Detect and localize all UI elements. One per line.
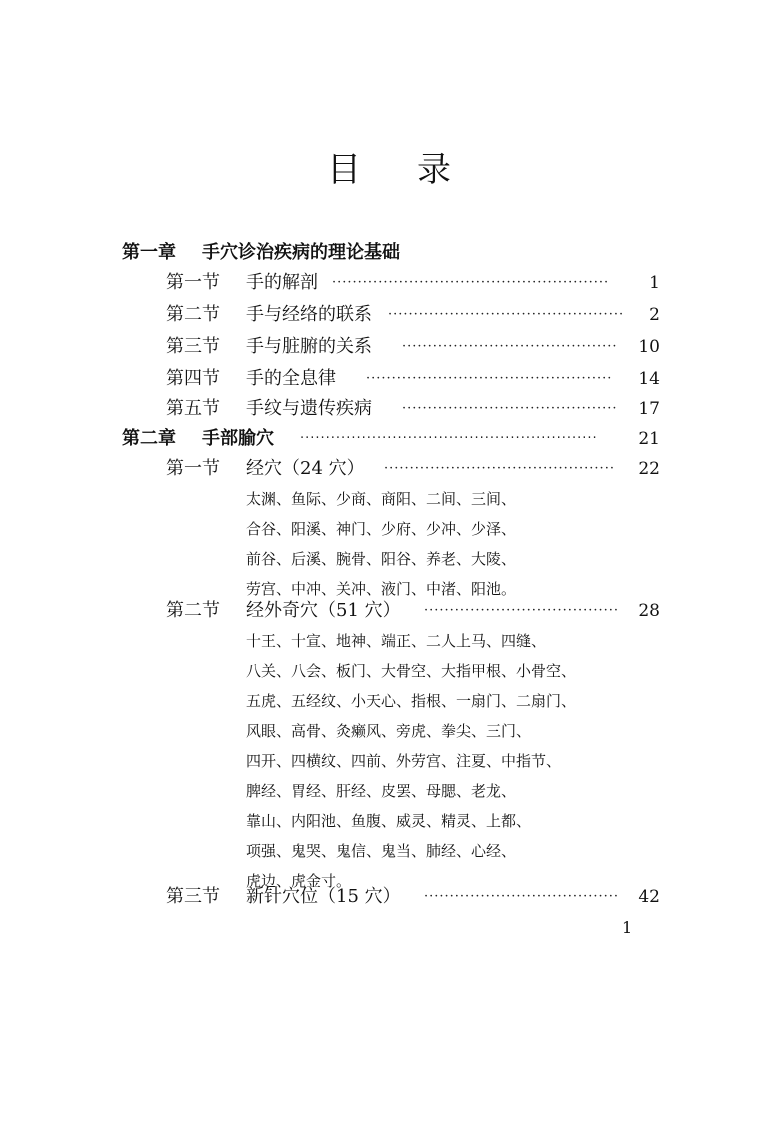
leader-dots: ··········································	[402, 339, 618, 354]
page-number: 1	[649, 273, 660, 293]
list-item: 合谷、阳溪、神门、少府、少冲、少泽、	[246, 520, 517, 538]
toc-section[interactable]: 第三节 新针穴位（15 穴） ······································ 42	[166, 882, 660, 912]
acupoint-list	[246, 626, 666, 896]
list-item: 五虎、五经纹、小天心、指根、一扇门、二扇门、	[246, 692, 577, 710]
section-title: 新针穴位（15 穴）	[246, 886, 401, 907]
section-title: 手的全息律	[246, 368, 336, 389]
toc-chapter-1[interactable]	[122, 238, 660, 268]
toc-section[interactable]: 第三节 手与脏腑的关系 ·········································· 10	[166, 332, 660, 362]
list-item: 项强、鬼哭、鬼信、鬼当、肺经、心经、	[246, 842, 517, 860]
list-item: 太渊、鱼际、少商、商阳、二间、三间、	[246, 490, 517, 508]
leader-dots: ·············································	[384, 461, 615, 476]
leader-dots: ··············································	[388, 307, 625, 322]
section-title: 手与脏腑的关系	[246, 336, 372, 357]
section-title: 手纹与遗传疾病	[246, 398, 372, 419]
toc-section[interactable]: 第五节 手纹与遗传疾病 ·········································· 17	[166, 394, 660, 424]
list-item: 风眼、高骨、灸癞风、旁虎、拳尖、三门、	[246, 722, 532, 740]
list-item: 四开、四横纹、四前、外劳宫、注夏、中指节、	[246, 752, 562, 770]
page-title: 目 录	[327, 150, 451, 190]
list-item: 前谷、后溪、腕骨、阳谷、养老、大陵、	[246, 550, 517, 568]
leader-dots: ······································	[424, 603, 620, 618]
leader-dots: ······································	[424, 889, 620, 904]
toc-section[interactable]: 第四节 手的全息律 ················································ 14	[166, 364, 660, 394]
leader-dots: ······················································	[332, 275, 610, 290]
page-number: 14	[638, 369, 660, 389]
leader-dots: ··········································	[402, 401, 618, 416]
list-item: 十王、十宣、地神、端正、二人上马、四缝、	[246, 632, 547, 650]
folio-page-number: 1	[622, 918, 633, 937]
page-number: 21	[638, 429, 660, 449]
toc-section[interactable]: 第一节 经穴（24 穴） ············································· 22	[166, 454, 660, 484]
leader-dots: ··························································	[300, 431, 598, 446]
page-number: 10	[638, 337, 660, 357]
section-title: 经外奇穴（51 穴）	[246, 600, 401, 621]
list-item: 八关、八会、板门、大骨空、大指甲根、小骨空、	[246, 662, 577, 680]
toc-chapter-2[interactable]	[122, 424, 660, 454]
page-number: 17	[638, 399, 660, 419]
list-item: 脾经、胃经、肝经、皮罢、母腮、老龙、	[246, 782, 517, 800]
list-item: 靠山、内阳池、鱼腹、威灵、精灵、上都、	[246, 812, 532, 830]
toc-section[interactable]: 第一节 手的解剖 ······················································ 1	[166, 268, 660, 298]
page-number: 22	[638, 459, 660, 479]
toc-section[interactable]: 第二节 经外奇穴（51 穴） ······································ 28	[166, 596, 660, 626]
list-item: 虎边、虎金寸。	[246, 872, 352, 890]
page-number: 2	[649, 305, 660, 325]
chapter-number: 第二章	[122, 428, 176, 449]
acupoint-list	[246, 484, 666, 604]
leader-dots: ················································	[366, 371, 613, 386]
page-number: 28	[638, 601, 660, 621]
chapter-title: 手部腧穴	[202, 428, 274, 449]
page-number: 42	[638, 887, 660, 907]
list-item: 劳宫、中冲、关冲、液门、中渚、阳池。	[246, 580, 517, 598]
section-title: 经穴（24 穴）	[246, 458, 365, 479]
chapter-title: 手穴诊治疾病的理论基础	[202, 242, 400, 263]
section-title: 手的解剖	[246, 272, 318, 293]
toc-section[interactable]: 第二节 手与经络的联系 ·············································· 2	[166, 300, 660, 330]
chapter-number: 第一章	[122, 242, 176, 263]
section-title: 手与经络的联系	[246, 304, 372, 325]
